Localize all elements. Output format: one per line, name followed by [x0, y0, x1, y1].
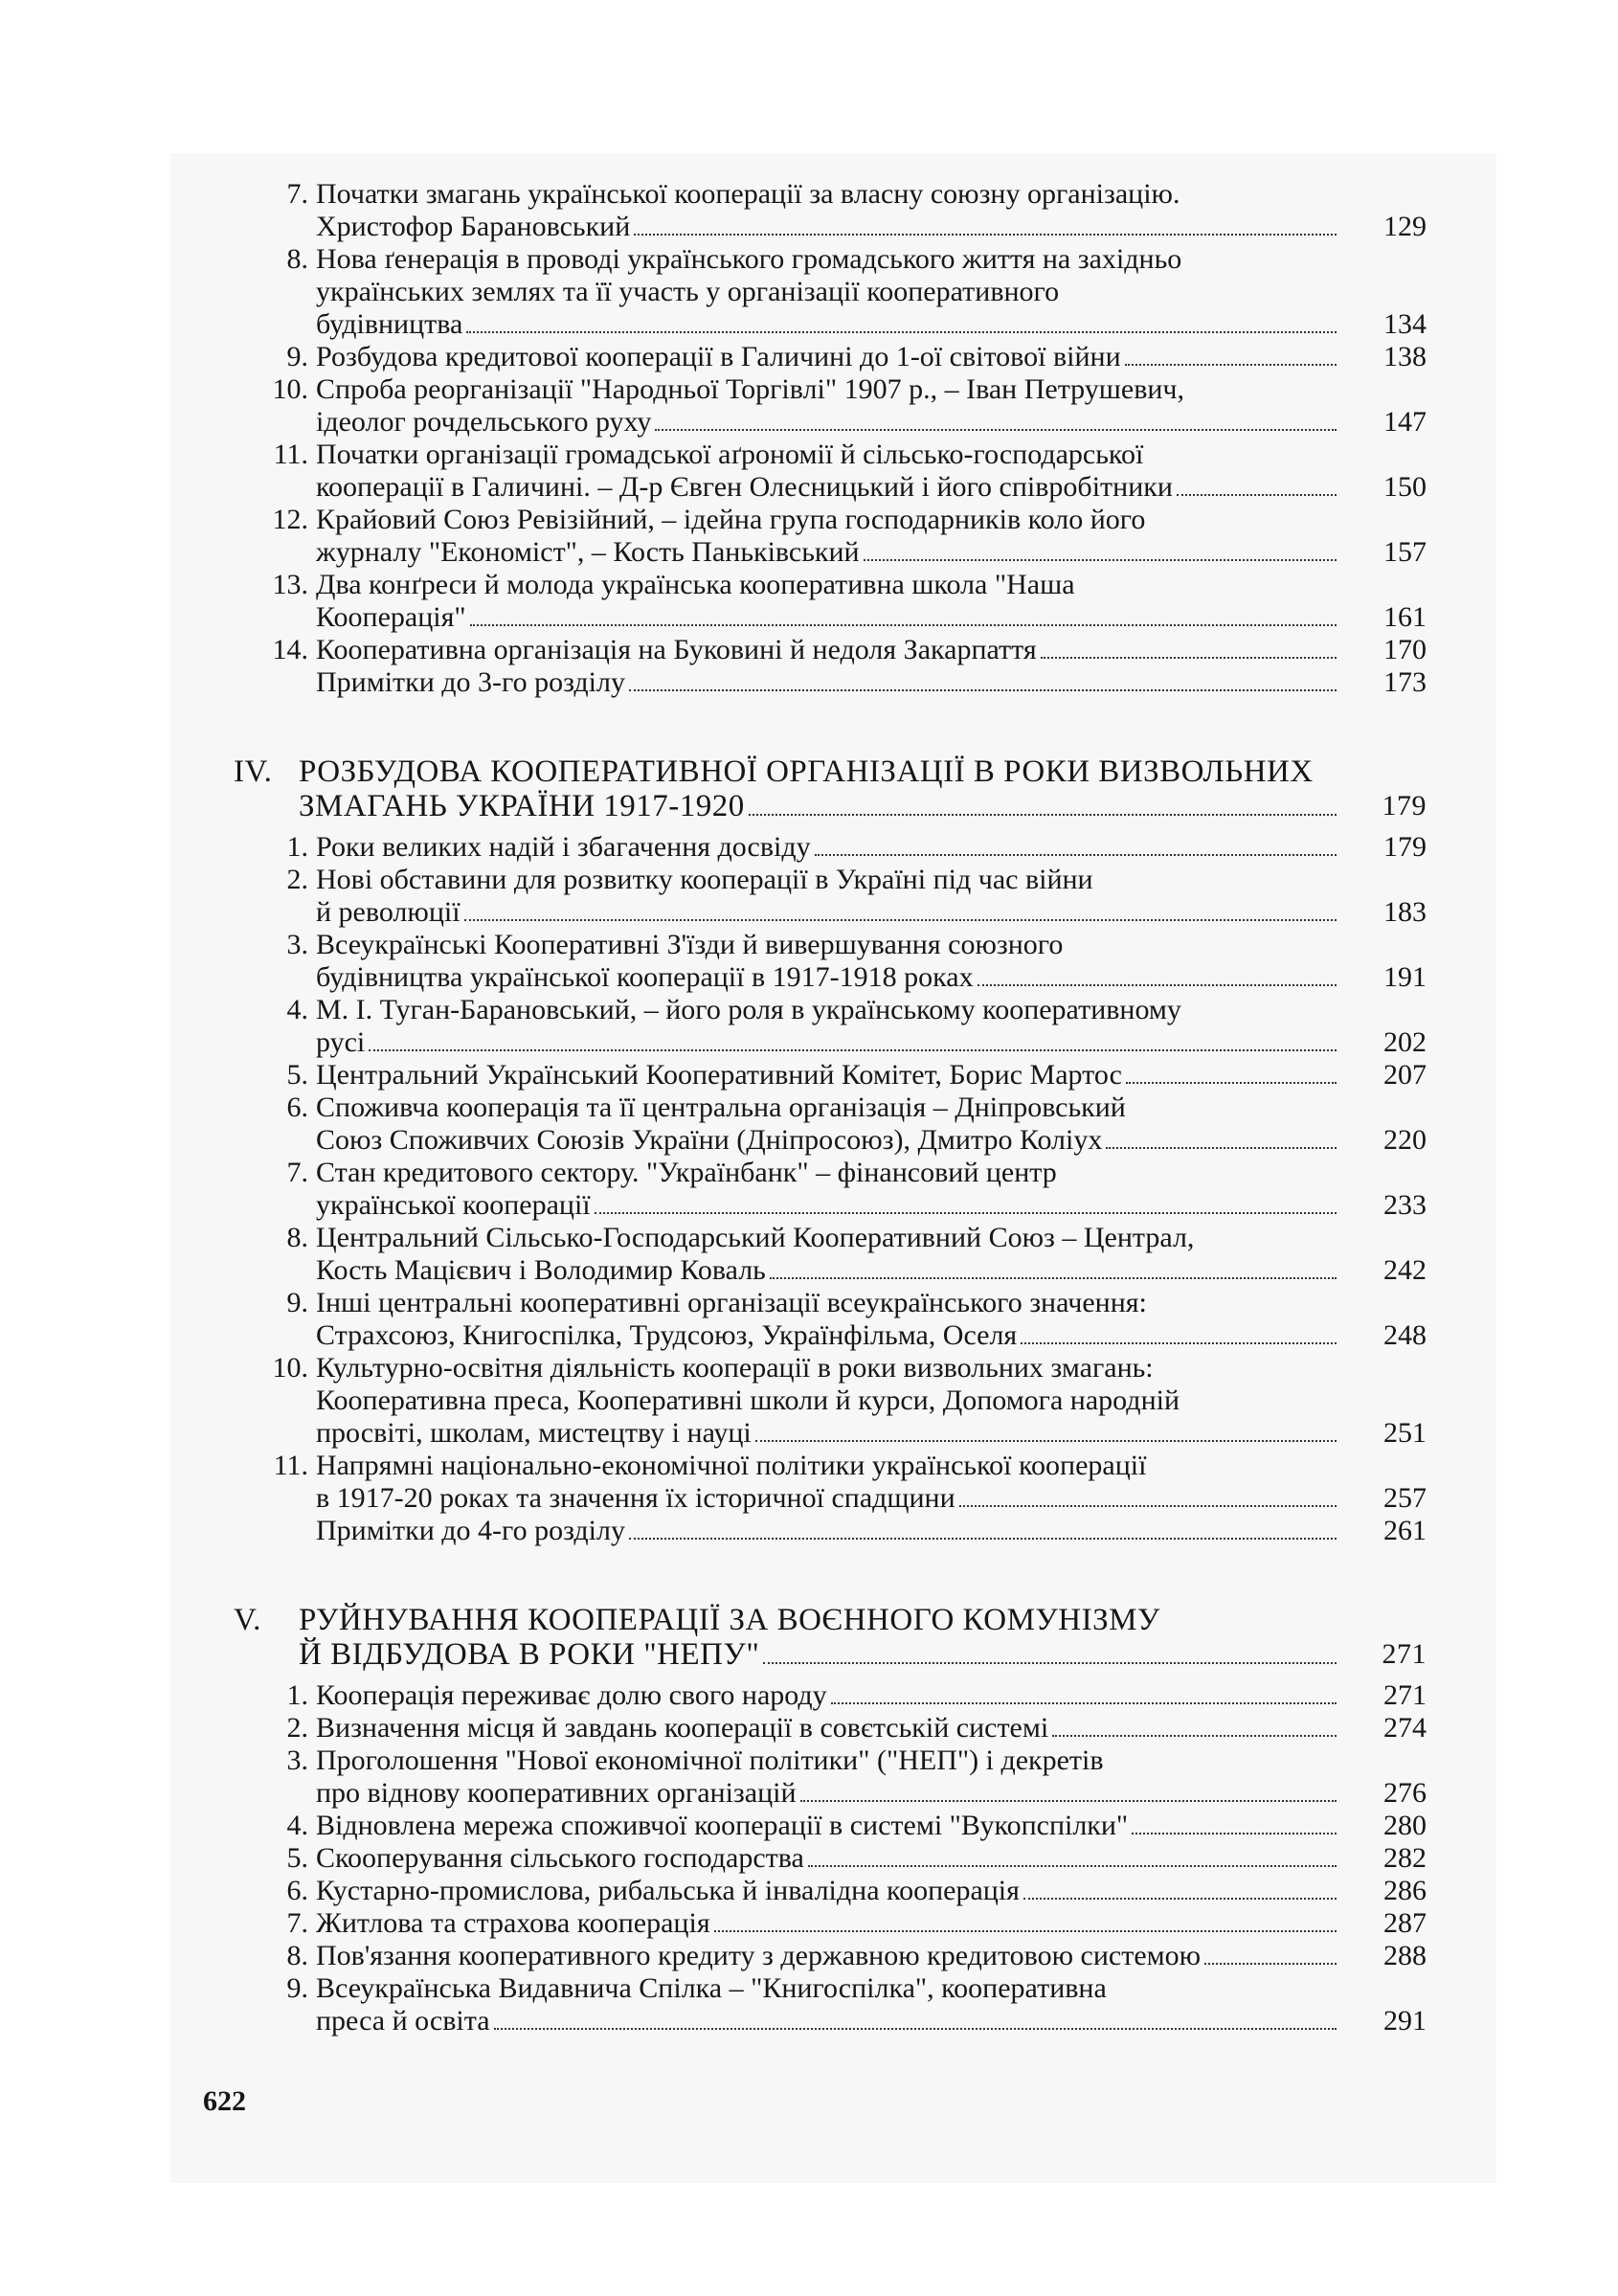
entry-title-line: Христофор Барановський [316, 211, 631, 242]
entry-title [316, 178, 1342, 243]
entry-number: 14. [272, 634, 308, 665]
entry-page-number: 288 [1383, 1940, 1427, 1971]
entry-number: 8. [286, 243, 308, 275]
section-title-line: ЗМАГАНЬ УКРАЇНИ 1917-1920 [299, 789, 745, 823]
entry-number: 8. [286, 1940, 308, 1971]
section-page-number: 179 [1382, 790, 1427, 822]
entry-title-line: в 1917-20 роках та значення їх історичної спадщини [316, 1482, 955, 1514]
entry-page-number: 280 [1383, 1810, 1427, 1841]
entry-title [316, 1842, 1342, 1875]
entry-title [316, 666, 1342, 699]
entry-title-line: Стан кредитового сектору. "Українбанк" – фінансовий центр [316, 1157, 1057, 1188]
entry-title-line: Кооперація переживає долю свого народу [316, 1679, 827, 1711]
entry-title [316, 1712, 1342, 1745]
entry-title-line: Кооперативна преса, Кооперативні школи й курси, Допомога народній [316, 1384, 1180, 1416]
entry-title-line: Нова ґенерація в проводі українського громадського життя на західньо [316, 243, 1182, 275]
entry-title [316, 1515, 1342, 1547]
toc-entry [286, 1222, 1427, 1287]
entry-title [316, 341, 1342, 373]
entry-title [316, 1352, 1342, 1450]
entry-title [316, 994, 1342, 1059]
entry-number: 12. [272, 504, 308, 535]
toc-entry [286, 1092, 1427, 1157]
dot-leader [634, 233, 1337, 236]
toc-entry [286, 243, 1427, 341]
toc-entry [286, 1712, 1427, 1745]
dot-leader [1132, 1832, 1337, 1835]
entry-title-line: Відновлена мережа споживчої кооперації в системі "Вукопспілки" [316, 1810, 1129, 1841]
entry-title-line: Культурно-освітня діяльність кооперації в роки визвольних змагань: [316, 1352, 1154, 1384]
entry-number: 9. [286, 341, 308, 372]
section-roman-numeral: IV. [234, 754, 273, 789]
entry-title [316, 439, 1342, 504]
entry-number: 3. [286, 1745, 308, 1776]
entry-number: 9. [286, 1972, 308, 2004]
toc-entry [286, 1157, 1427, 1222]
entry-title-line: кооперації в Галичині. – Д-р Євген Олесницький і його співробітники [316, 471, 1173, 503]
entry-title-line: журналу "Економіст", – Кость Паньківський [316, 536, 860, 568]
table-of-contents [234, 178, 1427, 2037]
entry-page-number: 251 [1383, 1417, 1427, 1449]
entry-title-line: Спроба реорганізації "Народньої Торгівлі" 1907 р., – Іван Петрушевич, [316, 373, 1185, 405]
entry-number: 5. [286, 1059, 308, 1091]
entry-title-line: Два конґреси й молода українська кооперативна школа "Наша [316, 569, 1075, 600]
entry-title-line: Страхсоюз, Книгоспілка, Трудсоюз, Українфільма, Оселя [316, 1319, 1018, 1351]
dot-leader [978, 983, 1337, 986]
section-title [299, 754, 1342, 823]
entry-number: 11. [273, 439, 308, 470]
dot-leader [714, 1929, 1337, 1932]
entry-title-line: Кооперативна організація на Буковині й недоля Закарпаття [316, 634, 1037, 665]
entry-title-line: Напрямні національно-економічної політики української кооперації [316, 1450, 1147, 1481]
entry-title [316, 864, 1342, 929]
toc-entry [286, 929, 1427, 994]
dot-leader [800, 1799, 1337, 1802]
entry-title-line: Визначення місця й завдань кооперації в совєтській системі [316, 1712, 1049, 1744]
entry-page-number: 179 [1383, 831, 1427, 863]
dot-leader [1023, 1897, 1337, 1900]
toc-entry [286, 1810, 1427, 1842]
entry-title-line: Житлова та страхова кооперація [316, 1907, 710, 1939]
entry-title-line: Центральний Український Кооперативний Комітет, Борис Мартос [316, 1059, 1122, 1091]
toc-entry [286, 1679, 1427, 1712]
entry-page-number: 170 [1383, 634, 1427, 665]
entry-title-line: будівництва української кооперації в 1917-1918 роках [316, 961, 974, 993]
entry-title [316, 373, 1342, 439]
section-title-line: Й ВІДБУДОВА В РОКИ "НЕПУ" [299, 1637, 760, 1672]
entry-title [316, 1679, 1342, 1712]
entry-number: 3. [286, 929, 308, 960]
entry-number: 6. [286, 1092, 308, 1123]
entry-page-number: 274 [1383, 1712, 1427, 1744]
entry-title-line: Примітки до 4-го розділу [316, 1515, 625, 1546]
entry-number: 13. [272, 569, 308, 600]
entry-title [316, 504, 1342, 569]
toc-entry [272, 504, 1427, 569]
toc-entry [286, 994, 1427, 1059]
entry-page-number: 291 [1383, 2005, 1427, 2037]
dot-leader [815, 853, 1337, 856]
entry-title-line: про віднову кооперативних організацій [316, 1777, 797, 1809]
entry-title [316, 1450, 1342, 1515]
section-heading-v [234, 1603, 1427, 1672]
entry-title-line: преса й освіта [316, 2005, 490, 2037]
entry-title-line: просвіті, школам, мистецтву і науці [316, 1417, 752, 1449]
entry-title-line: Пов'язання кооперативного кредиту з державною кредитовою системою [316, 1940, 1202, 1971]
entry-title [316, 831, 1342, 864]
dot-leader [755, 1439, 1337, 1442]
entry-page-number: 157 [1383, 536, 1427, 568]
dot-leader [1106, 1146, 1337, 1149]
entry-title-line: Споживча кооперація та її центральна організація – Дніпровський [316, 1092, 1126, 1123]
entry-title [316, 1092, 1342, 1157]
toc-entry [272, 1352, 1427, 1450]
dot-leader [470, 623, 1337, 626]
toc-entry [286, 831, 1427, 864]
entry-title-line: Проголошення "Нової економічної політики" ("НЕП") і декретів [316, 1745, 1104, 1776]
entry-title-line: й революції [316, 896, 461, 928]
entry-title-line: Інші центральні кооперативні організації всеукраїнського значення: [316, 1287, 1147, 1318]
toc-group-chapter-3 [239, 178, 1427, 699]
entry-title [316, 1940, 1342, 1972]
dot-leader [1052, 1734, 1337, 1737]
entry-number: 10. [272, 1352, 308, 1384]
toc-entry [286, 1287, 1427, 1352]
toc-entry [316, 666, 1427, 699]
toc-entry [286, 1907, 1427, 1940]
toc-entry [272, 569, 1427, 634]
toc-entry [286, 1059, 1427, 1092]
entry-title-line: Примітки до 3-го розділу [316, 666, 625, 698]
entry-page-number: 271 [1383, 1679, 1427, 1711]
entry-number: 6. [286, 1875, 308, 1906]
entry-number: 7. [286, 1157, 308, 1188]
entry-page-number: 261 [1383, 1515, 1427, 1546]
dot-leader [494, 2027, 1337, 2030]
page-number: 622 [203, 2085, 246, 2117]
dot-leader [770, 1276, 1337, 1279]
entry-title-line: Скооперування сільського господарства [316, 1842, 804, 1874]
entry-title [316, 1059, 1342, 1092]
entry-page-number: 150 [1383, 471, 1427, 503]
dot-leader [749, 813, 1337, 816]
toc-entry [273, 439, 1427, 504]
entry-number: 7. [286, 1907, 308, 1939]
dot-leader [1204, 1962, 1337, 1965]
dot-leader [1125, 363, 1337, 366]
entry-title-line: Початки змагань української кооперації за власну союзну організацію. [316, 178, 1180, 210]
entry-number: 11. [273, 1450, 308, 1481]
toc-entry [286, 864, 1427, 929]
entry-title [316, 1875, 1342, 1907]
toc-entry [273, 1450, 1427, 1515]
entry-page-number: 202 [1383, 1026, 1427, 1058]
toc-entry [316, 1515, 1427, 1547]
entry-page-number: 129 [1383, 211, 1427, 242]
dot-leader [1177, 493, 1337, 496]
entry-title-line: Центральний Сільсько-Господарський Кооперативний Союз – Централ, [316, 1222, 1195, 1253]
section-title-line: РУЙНУВАННЯ КООПЕРАЦІЇ ЗА ВОЄННОГО КОМУНІЗМУ [299, 1603, 1160, 1637]
entry-page-number: 276 [1383, 1777, 1427, 1809]
entry-title [316, 1222, 1342, 1287]
entry-page-number: 248 [1383, 1319, 1427, 1351]
entry-title-line: Всеукраїнська Видавнича Спілка – "Книгоспілка", кооперативна [316, 1972, 1107, 2004]
entry-title-line: Союз Споживчих Союзів України (Дніпросоюз), Дмитро Коліух [316, 1124, 1103, 1156]
entry-page-number: 282 [1383, 1842, 1427, 1874]
dot-leader [763, 1661, 1337, 1664]
entry-title-line: Розбудова кредитової кооперації в Галичині до 1-ої світової війни [316, 341, 1121, 372]
section-heading-iv [234, 754, 1427, 823]
entry-number: 1. [286, 831, 308, 863]
toc-entry [286, 1972, 1427, 2037]
dot-leader [464, 918, 1337, 921]
entry-title [316, 569, 1342, 634]
toc-entry [286, 1745, 1427, 1810]
entry-page-number: 242 [1383, 1254, 1427, 1286]
entry-title-line: М. І. Туган-Барановський, – його роля в українському кооперативному [316, 994, 1181, 1025]
toc-entry [272, 634, 1427, 666]
entry-title-line: Нові обставини для розвитку кооперації в Україні під час війни [316, 864, 1093, 895]
toc-entry [286, 1875, 1427, 1907]
entry-title [316, 1810, 1342, 1842]
entry-number: 8. [286, 1222, 308, 1253]
toc-entry [286, 1940, 1427, 1972]
entry-page-number: 191 [1383, 961, 1427, 993]
entry-number: 2. [286, 864, 308, 895]
entry-page-number: 183 [1383, 896, 1427, 928]
dot-leader [1126, 1081, 1337, 1084]
entry-title [316, 634, 1342, 666]
entry-title [316, 1907, 1342, 1940]
toc-group-chapter-4 [239, 831, 1427, 1547]
entry-number: 2. [286, 1712, 308, 1744]
entry-page-number: 138 [1383, 341, 1427, 372]
entry-number: 4. [286, 994, 308, 1025]
toc-entry [272, 373, 1427, 439]
entry-title-line: української кооперації [316, 1189, 591, 1221]
entry-number: 4. [286, 1810, 308, 1841]
entry-title-line: Початки організації громадської аґрономії й сільсько-господарської [316, 439, 1144, 470]
entry-title-line: українських землях та її участь у організації кооперативного [316, 276, 1060, 307]
entry-page-number: 134 [1383, 308, 1427, 340]
entry-page-number: 286 [1383, 1875, 1427, 1906]
entry-title-line: русі [316, 1026, 366, 1058]
entry-title-line: Кооперація" [316, 601, 466, 633]
entry-page-number: 173 [1383, 666, 1427, 698]
toc-entry [286, 178, 1427, 243]
entry-page-number: 233 [1383, 1189, 1427, 1221]
toc-group-chapter-5 [239, 1679, 1427, 2037]
dot-leader [629, 688, 1337, 691]
entry-page-number: 257 [1383, 1482, 1427, 1514]
section-roman-numeral: V. [234, 1603, 261, 1637]
entry-page-number: 287 [1383, 1907, 1427, 1939]
entry-title-line: Всеукраїнські Кооперативні З'їзди й вивершування союзного [316, 929, 1064, 960]
entry-number: 9. [286, 1287, 308, 1318]
entry-title [316, 243, 1342, 341]
dot-leader [629, 1537, 1337, 1540]
entry-title-line: Роки великих надій і збагачення досвіду [316, 831, 811, 863]
entry-page-number: 147 [1383, 406, 1427, 438]
entry-title [316, 1287, 1342, 1352]
entry-page-number: 207 [1383, 1059, 1427, 1091]
entry-title-line: будівництва [316, 308, 463, 340]
entry-title-line: Кустарно-промислова, рибальська й інвалідна кооперація [316, 1875, 1020, 1906]
entry-title-line: ідеолог рочдельського руху [316, 406, 652, 438]
entry-number: 5. [286, 1842, 308, 1874]
entry-title [316, 929, 1342, 994]
dot-leader [369, 1048, 1337, 1051]
section-title-line: РОЗБУДОВА КООПЕРАТИВНОЇ ОРГАНІЗАЦІЇ В РОКИ ВИЗВОЛЬНИХ [299, 754, 1314, 789]
toc-entry [286, 1842, 1427, 1875]
toc-entry [286, 341, 1427, 373]
dot-leader [831, 1701, 1337, 1704]
entry-title [316, 1745, 1342, 1810]
entry-number: 1. [286, 1679, 308, 1711]
section-title [299, 1603, 1342, 1672]
entry-number: 7. [286, 178, 308, 210]
entry-title-line: Крайовий Союз Ревізійний, – ідейна група господарників коло його [316, 504, 1146, 535]
entry-page-number: 220 [1383, 1124, 1427, 1156]
dot-leader [808, 1864, 1337, 1867]
dot-leader [1021, 1341, 1337, 1344]
entry-title [316, 1972, 1342, 2037]
dot-leader [1041, 656, 1337, 659]
entry-title-line: Кость Мацієвич і Володимир Коваль [316, 1254, 766, 1286]
entry-number: 10. [272, 373, 308, 405]
dot-leader [864, 558, 1337, 561]
dot-leader [959, 1504, 1337, 1507]
section-page-number: 271 [1382, 1638, 1427, 1670]
entry-title [316, 1157, 1342, 1222]
dot-leader [466, 330, 1337, 333]
entry-page-number: 161 [1383, 601, 1427, 633]
dot-leader [595, 1211, 1337, 1214]
dot-leader [655, 428, 1337, 431]
